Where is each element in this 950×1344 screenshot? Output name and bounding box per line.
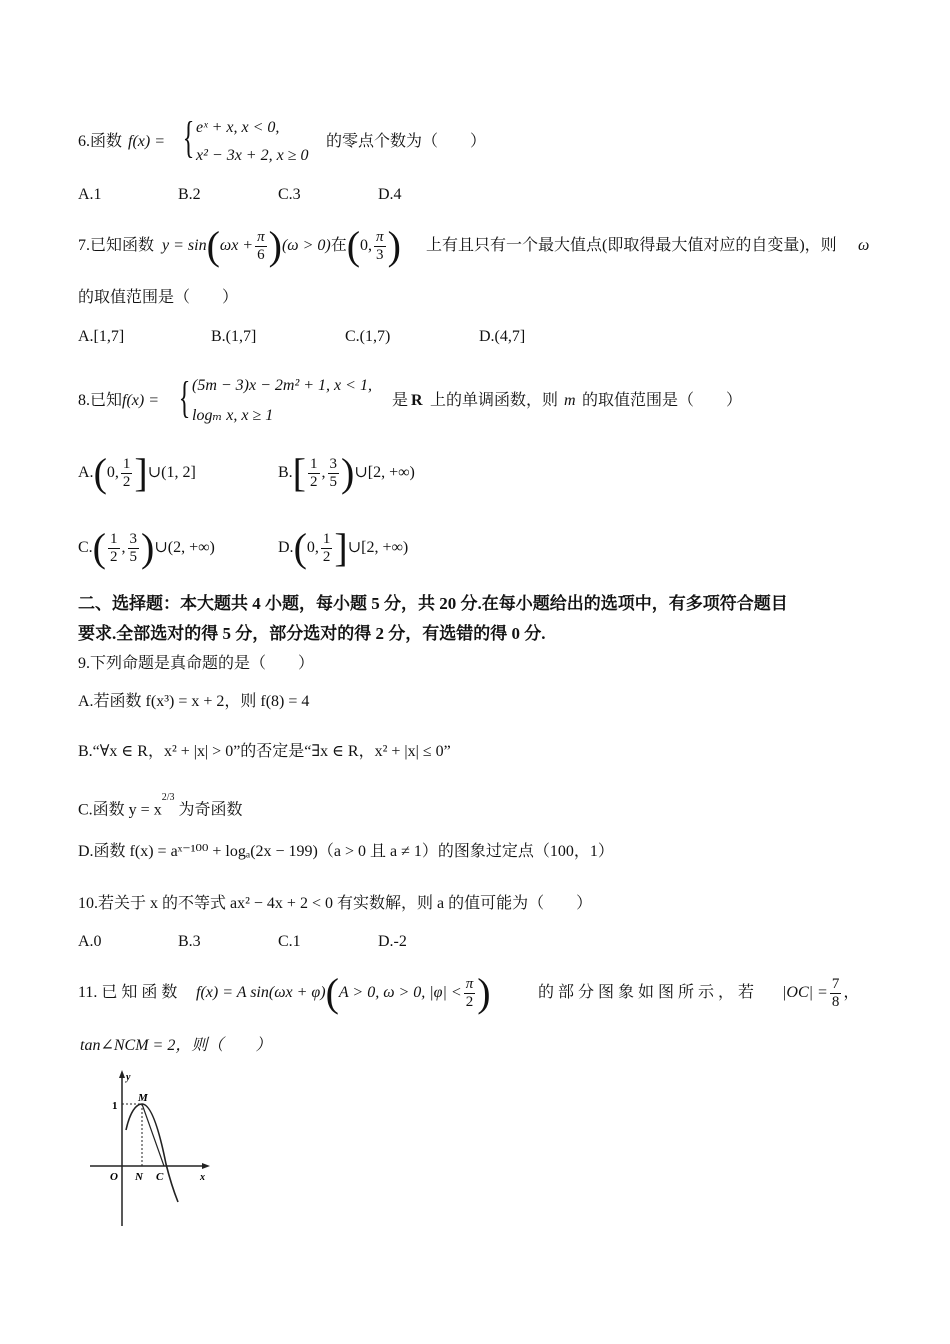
q8-suffix-b: 上的单调函数，则 <box>430 392 559 409</box>
q11-stem-line2: tan∠NCM = 2，则（ ） <box>80 1037 272 1054</box>
q8-option-a-tail: ∪(1, 2] <box>147 464 196 482</box>
q10-option-a: A.0 <box>78 933 102 950</box>
q6-prefix: 6.函数 <box>78 133 123 150</box>
q7-stem-line2: 的取值范围是（ ） <box>78 289 239 306</box>
q7-option-c: C.(1,7) <box>345 328 391 345</box>
q7-suffix: 上有且只有一个最大值点(即取得最大值对应的自变量)，则 <box>426 237 837 254</box>
q6-option-c: C.3 <box>278 186 301 203</box>
q8-suffix-c: 的取值范围是（ ） <box>582 392 743 409</box>
q8-fx: f(x) = <box>122 392 159 409</box>
label-o: O <box>110 1171 118 1183</box>
q7-prefix: 7.已知函数 <box>78 237 155 254</box>
q8-option-d-tail: ∪[2, +∞) <box>347 539 409 557</box>
q6-suffix: 的零点个数为（ ） <box>326 133 487 150</box>
q9-option-c: C.函数 $y = x^{2/3}$ 为奇函数 <box>78 792 243 819</box>
q6-option-b: B.2 <box>178 186 201 203</box>
q9-stem: 9.下列命题是真命题的是（ ） <box>78 655 315 672</box>
q7-function: y = sin ( ωx + $\frac{\pi}{6}$ ) (ω > 0) 在 ( 0, $\frac{\pi}{3}$ ) <box>162 223 401 268</box>
q8-option-c-tail: ∪(2, +∞) <box>154 539 215 557</box>
segment-mc <box>142 1104 164 1166</box>
q7-option-d: D.(4,7] <box>479 328 526 345</box>
q6-option-d: D.4 <box>378 186 402 203</box>
q11-mid: 的 部 分 图 象 如 图 所 示 ， 若 <box>538 984 755 1001</box>
q6-fx: f(x) = <box>128 133 165 150</box>
label-one: 1 <box>112 1100 118 1112</box>
q6-option-a: A.1 <box>78 186 102 203</box>
q8-option-a: A. ( 0, $\frac{1}{2}$ ] ∪(1, 2] <box>78 450 196 495</box>
q6-case1: eˣ + x, x < 0, <box>196 119 280 136</box>
q10-option-c: C.1 <box>278 933 301 950</box>
label-x: x <box>200 1172 205 1183</box>
q8-case1: (5m − 3)x − 2m² + 1, x < 1, <box>192 377 372 394</box>
q9-option-a: A.若函数 f(x³) = x + 2，则 f(8) = 4 <box>78 693 310 710</box>
label-m: M <box>138 1092 148 1104</box>
q11-graph <box>80 1068 220 1228</box>
q8-option-b: B. [ $\frac{1}{2}$ , $\frac{3}{5}$ ) ∪[2, +∞) <box>278 450 415 495</box>
q10-stem: 10.若关于 x 的不等式 ax² − 4x + 2 < 0 有实数解，则 a 的值可能为（ ） <box>78 895 593 912</box>
q6-brace: { <box>182 113 195 162</box>
q8-suffix-a: 是 <box>392 392 409 409</box>
label-y: y <box>126 1072 131 1083</box>
q7-option-a: A.[1,7] <box>78 328 125 345</box>
q7-option-b: B.(1,7] <box>211 328 257 345</box>
q9-option-d: D.函数 f(x) = aˣ⁻¹⁰⁰ + logₐ(2x − 199)（a > 0 且 a ≠ 1）的图象过定点（100，1） <box>78 843 614 860</box>
q8-r: R <box>411 392 423 409</box>
q8-option-b-tail: ∪[2, +∞) <box>354 464 415 482</box>
q10-option-d: D.-2 <box>378 933 407 950</box>
q7-omega: ω <box>858 237 870 254</box>
section2-heading-line1: 二、选择题：本大题共 4 小题，每小题 5 分，共 20 分.在每小题给出的选项中，有多项符合题目 <box>78 594 788 613</box>
section2-heading-line2: 要求.全部选对的得 5 分，部分选对的得 2 分，有选错的得 0 分. <box>78 624 546 643</box>
q8-prefix: 8.已知 <box>78 392 123 409</box>
q6-case2: x² − 3x + 2, x ≥ 0 <box>196 147 309 164</box>
q8-option-c: C. ( $\frac{1}{2}$ , $\frac{3}{5}$ ) ∪(2, +∞) <box>78 525 215 570</box>
x-axis-arrow <box>202 1163 210 1169</box>
q11-oc: |OC| = $\frac{7}{8}$ ， <box>782 976 860 1010</box>
q11-function: f(x) = A sin(ωx + φ) ( A > 0, ω > 0, |φ| < $\frac{\pi}{2}$ ) <box>196 970 491 1015</box>
q8-case2: logₘ x, x ≥ 1 <box>192 407 274 424</box>
q9-option-b: B.“∀x ∈ R，x² + |x| > 0”的否定是“∃x ∈ R，x² + |x| ≤ 0” <box>78 743 451 760</box>
label-c: C <box>156 1171 164 1183</box>
q8-brace: { <box>178 373 191 422</box>
label-n: N <box>135 1171 143 1183</box>
q8-m: m <box>564 392 576 409</box>
y-axis-arrow <box>119 1070 125 1078</box>
q10-option-b: B.3 <box>178 933 201 950</box>
sine-curve <box>126 1104 178 1202</box>
q8-option-d: D. ( 0, $\frac{1}{2}$ ] ∪[2, +∞) <box>278 525 409 570</box>
q11-prefix: 11. 已 知 函 数 <box>78 984 178 1001</box>
